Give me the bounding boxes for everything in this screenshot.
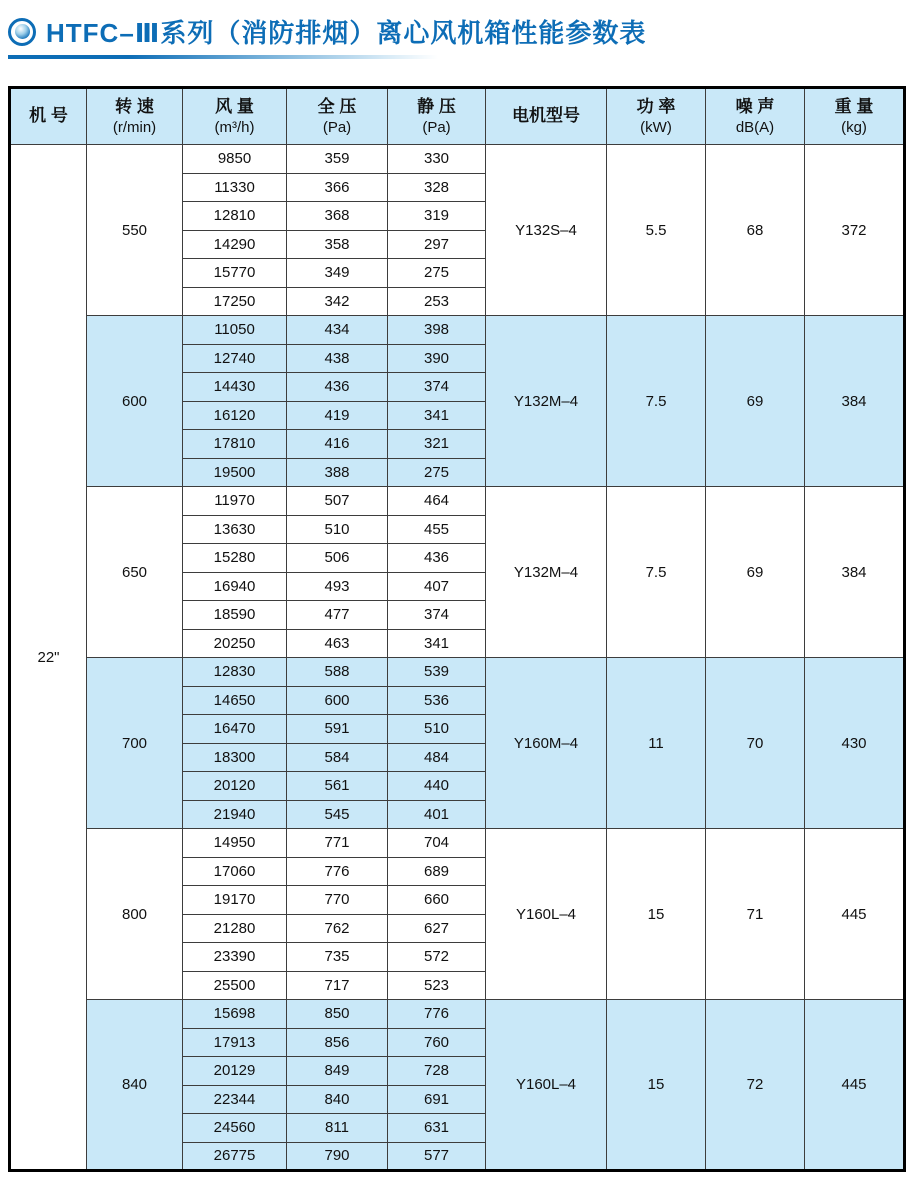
- col-header-machine-no: [10, 88, 87, 145]
- performance-table: [8, 86, 906, 1172]
- cell-air-flow: 20250: [183, 629, 287, 658]
- cell-air-flow: 9850: [183, 145, 287, 174]
- cell-air-flow: 15280: [183, 544, 287, 573]
- cell-air-flow: 21940: [183, 800, 287, 829]
- cell-power: 15: [607, 829, 706, 1000]
- cell-weight: 445: [805, 1000, 905, 1171]
- cell-air-flow: 19170: [183, 886, 287, 915]
- cell-total-pressure: 507: [287, 487, 388, 516]
- cell-air-flow: 23390: [183, 943, 287, 972]
- cell-air-flow: 14290: [183, 230, 287, 259]
- cell-total-pressure: 735: [287, 943, 388, 972]
- col-header-unit: (m³/h): [214, 118, 255, 136]
- cell-noise: 69: [706, 316, 805, 487]
- cell-static-pressure: 689: [388, 857, 486, 886]
- cell-static-pressure: 627: [388, 914, 486, 943]
- cell-total-pressure: 790: [287, 1142, 388, 1171]
- cell-static-pressure: 572: [388, 943, 486, 972]
- col-header-text: 全 压: [317, 96, 357, 116]
- col-header-speed: [87, 88, 183, 145]
- cell-static-pressure: 436: [388, 544, 486, 573]
- cell-air-flow: 19500: [183, 458, 287, 487]
- cell-static-pressure: 760: [388, 1028, 486, 1057]
- cell-static-pressure: 691: [388, 1085, 486, 1114]
- cell-static-pressure: 341: [388, 401, 486, 430]
- data-row: [10, 487, 905, 516]
- col-header-static-pressure: [388, 88, 486, 145]
- cell-static-pressure: 523: [388, 971, 486, 1000]
- cell-total-pressure: 510: [287, 515, 388, 544]
- bullseye-icon-inner: [15, 24, 30, 39]
- cell-total-pressure: 436: [287, 373, 388, 402]
- cell-noise: 70: [706, 658, 805, 829]
- col-header-unit: (r/min): [112, 118, 157, 136]
- cell-total-pressure: 342: [287, 287, 388, 316]
- cell-motor-model: Y160L–4: [486, 829, 607, 1000]
- cell-power: 7.5: [607, 316, 706, 487]
- cell-total-pressure: 600: [287, 686, 388, 715]
- cell-total-pressure: 434: [287, 316, 388, 345]
- col-header-unit: dB(A): [735, 118, 775, 136]
- cell-total-pressure: 770: [287, 886, 388, 915]
- cell-speed: 800: [87, 829, 183, 1000]
- cell-air-flow: 18590: [183, 601, 287, 630]
- cell-static-pressure: 407: [388, 572, 486, 601]
- title-underline: [8, 55, 438, 59]
- cell-air-flow: 14650: [183, 686, 287, 715]
- cell-total-pressure: 850: [287, 1000, 388, 1029]
- cell-motor-model: Y132M–4: [486, 316, 607, 487]
- cell-motor-model: Y160M–4: [486, 658, 607, 829]
- cell-static-pressure: 455: [388, 515, 486, 544]
- cell-air-flow: 17913: [183, 1028, 287, 1057]
- cell-air-flow: 20120: [183, 772, 287, 801]
- cell-static-pressure: 319: [388, 202, 486, 231]
- header-row: [10, 88, 905, 145]
- title-row: [8, 13, 910, 50]
- col-header-unit: (kg): [841, 118, 867, 136]
- cell-power: 7.5: [607, 487, 706, 658]
- cell-speed: 550: [87, 145, 183, 316]
- col-header-motor-model: [486, 88, 607, 145]
- cell-total-pressure: 493: [287, 572, 388, 601]
- cell-total-pressure: 811: [287, 1114, 388, 1143]
- cell-static-pressure: 660: [388, 886, 486, 915]
- col-header-text: 机 号: [29, 106, 68, 126]
- cell-static-pressure: 328: [388, 173, 486, 202]
- col-header-text: 重 量: [834, 96, 874, 116]
- cell-air-flow: 21280: [183, 914, 287, 943]
- cell-speed: 700: [87, 658, 183, 829]
- cell-total-pressure: 388: [287, 458, 388, 487]
- data-row: [10, 316, 905, 345]
- col-header-unit: (kW): [640, 118, 672, 136]
- cell-static-pressure: 401: [388, 800, 486, 829]
- col-header-air-flow: [183, 88, 287, 145]
- cell-weight: 445: [805, 829, 905, 1000]
- cell-static-pressure: 440: [388, 772, 486, 801]
- cell-total-pressure: 416: [287, 430, 388, 459]
- cell-static-pressure: 321: [388, 430, 486, 459]
- cell-total-pressure: 561: [287, 772, 388, 801]
- cell-motor-model: Y132M–4: [486, 487, 607, 658]
- cell-static-pressure: 341: [388, 629, 486, 658]
- data-row: [10, 145, 905, 174]
- cell-weight: 430: [805, 658, 905, 829]
- cell-machine-no: 22": [10, 145, 87, 1171]
- cell-total-pressure: 545: [287, 800, 388, 829]
- cell-air-flow: 14430: [183, 373, 287, 402]
- cell-static-pressure: 464: [388, 487, 486, 516]
- table-body: [10, 145, 905, 1171]
- cell-static-pressure: 330: [388, 145, 486, 174]
- cell-total-pressure: 591: [287, 715, 388, 744]
- table-header: [10, 88, 905, 145]
- cell-total-pressure: 438: [287, 344, 388, 373]
- cell-power: 5.5: [607, 145, 706, 316]
- page-title: HTFC–Ⅲ系列（消防排烟）离心风机箱性能参数表: [46, 18, 647, 48]
- cell-static-pressure: 398: [388, 316, 486, 345]
- cell-static-pressure: 728: [388, 1057, 486, 1086]
- cell-air-flow: 26775: [183, 1142, 287, 1171]
- cell-total-pressure: 366: [287, 173, 388, 202]
- cell-static-pressure: 374: [388, 601, 486, 630]
- cell-air-flow: 24560: [183, 1114, 287, 1143]
- cell-total-pressure: 368: [287, 202, 388, 231]
- cell-air-flow: 16120: [183, 401, 287, 430]
- cell-power: 11: [607, 658, 706, 829]
- col-header-unit: (Pa): [422, 118, 451, 136]
- cell-total-pressure: 349: [287, 259, 388, 288]
- cell-power: 15: [607, 1000, 706, 1171]
- cell-total-pressure: 463: [287, 629, 388, 658]
- cell-air-flow: 15770: [183, 259, 287, 288]
- cell-static-pressure: 297: [388, 230, 486, 259]
- cell-speed: 650: [87, 487, 183, 658]
- cell-motor-model: Y132S–4: [486, 145, 607, 316]
- page-header: [0, 0, 910, 59]
- cell-weight: 372: [805, 145, 905, 316]
- cell-air-flow: 17810: [183, 430, 287, 459]
- cell-static-pressure: 510: [388, 715, 486, 744]
- cell-air-flow: 12810: [183, 202, 287, 231]
- cell-air-flow: 12740: [183, 344, 287, 373]
- cell-total-pressure: 359: [287, 145, 388, 174]
- cell-static-pressure: 631: [388, 1114, 486, 1143]
- cell-air-flow: 18300: [183, 743, 287, 772]
- cell-speed: 840: [87, 1000, 183, 1171]
- cell-air-flow: 14950: [183, 829, 287, 858]
- cell-air-flow: 13630: [183, 515, 287, 544]
- cell-total-pressure: 776: [287, 857, 388, 886]
- col-header-unit: (Pa): [322, 118, 352, 136]
- cell-air-flow: 16940: [183, 572, 287, 601]
- cell-air-flow: 20129: [183, 1057, 287, 1086]
- col-header-total-pressure: [287, 88, 388, 145]
- cell-static-pressure: 536: [388, 686, 486, 715]
- cell-static-pressure: 577: [388, 1142, 486, 1171]
- cell-air-flow: 11330: [183, 173, 287, 202]
- cell-static-pressure: 275: [388, 458, 486, 487]
- cell-static-pressure: 539: [388, 658, 486, 687]
- cell-total-pressure: 506: [287, 544, 388, 573]
- cell-air-flow: 17250: [183, 287, 287, 316]
- cell-static-pressure: 776: [388, 1000, 486, 1029]
- cell-air-flow: 16470: [183, 715, 287, 744]
- col-header-power: [607, 88, 706, 145]
- cell-total-pressure: 477: [287, 601, 388, 630]
- cell-total-pressure: 840: [287, 1085, 388, 1114]
- data-row: [10, 829, 905, 858]
- cell-total-pressure: 419: [287, 401, 388, 430]
- cell-total-pressure: 771: [287, 829, 388, 858]
- cell-air-flow: 11970: [183, 487, 287, 516]
- data-row: [10, 1000, 905, 1029]
- bullseye-icon: [8, 18, 36, 46]
- col-header-text: 电机型号: [512, 106, 580, 126]
- col-header-weight: [805, 88, 905, 145]
- cell-motor-model: Y160L–4: [486, 1000, 607, 1171]
- col-header-text: 噪 声: [735, 96, 775, 116]
- cell-total-pressure: 717: [287, 971, 388, 1000]
- cell-total-pressure: 588: [287, 658, 388, 687]
- cell-air-flow: 11050: [183, 316, 287, 345]
- data-row: [10, 658, 905, 687]
- cell-total-pressure: 849: [287, 1057, 388, 1086]
- cell-air-flow: 17060: [183, 857, 287, 886]
- cell-air-flow: 12830: [183, 658, 287, 687]
- cell-total-pressure: 584: [287, 743, 388, 772]
- cell-noise: 68: [706, 145, 805, 316]
- cell-noise: 69: [706, 487, 805, 658]
- cell-static-pressure: 275: [388, 259, 486, 288]
- cell-static-pressure: 704: [388, 829, 486, 858]
- cell-total-pressure: 856: [287, 1028, 388, 1057]
- cell-total-pressure: 762: [287, 914, 388, 943]
- cell-static-pressure: 253: [388, 287, 486, 316]
- col-header-text: 转 速: [115, 96, 154, 116]
- cell-air-flow: 25500: [183, 971, 287, 1000]
- cell-total-pressure: 358: [287, 230, 388, 259]
- cell-static-pressure: 484: [388, 743, 486, 772]
- cell-air-flow: 22344: [183, 1085, 287, 1114]
- cell-noise: 72: [706, 1000, 805, 1171]
- cell-noise: 71: [706, 829, 805, 1000]
- cell-static-pressure: 390: [388, 344, 486, 373]
- col-header-text: 静 压: [417, 96, 456, 116]
- cell-weight: 384: [805, 487, 905, 658]
- cell-air-flow: 15698: [183, 1000, 287, 1029]
- cell-static-pressure: 374: [388, 373, 486, 402]
- cell-weight: 384: [805, 316, 905, 487]
- col-header-text: 风 量: [215, 96, 254, 116]
- cell-speed: 600: [87, 316, 183, 487]
- col-header-text: 功 率: [636, 96, 676, 116]
- col-header-noise: [706, 88, 805, 145]
